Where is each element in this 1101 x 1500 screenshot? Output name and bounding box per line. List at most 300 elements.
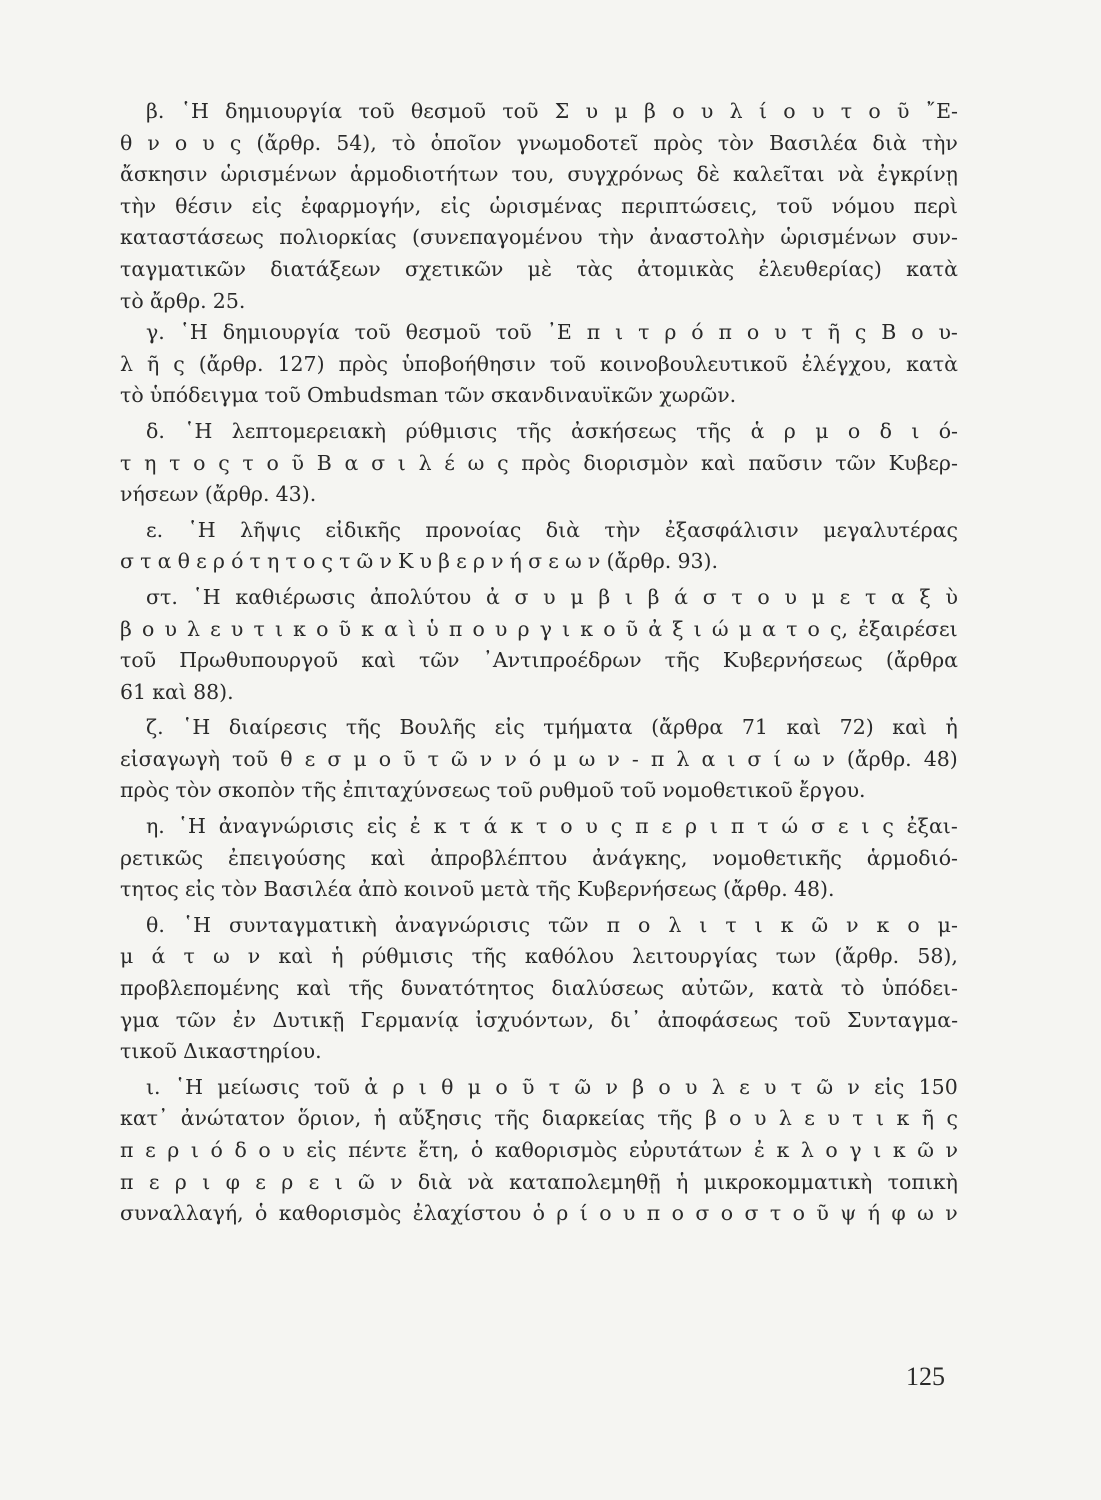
word: ς xyxy=(173,351,185,376)
word: ῶ xyxy=(451,746,468,771)
word: ο xyxy=(729,1106,742,1131)
word: έ xyxy=(444,450,455,475)
word: ι xyxy=(274,616,284,641)
word: ς xyxy=(229,130,242,155)
word: αὔξησις xyxy=(398,1106,482,1131)
word: διὰ xyxy=(872,130,907,155)
word: α xyxy=(157,549,172,574)
word: νὰ xyxy=(837,162,864,187)
word: ε xyxy=(308,1169,320,1194)
word: ι xyxy=(693,616,702,641)
word: α xyxy=(384,616,398,641)
word: περιπτώσεις, xyxy=(621,193,758,218)
word: δὲ xyxy=(696,162,720,187)
word: ο xyxy=(302,549,316,574)
word: εἰς xyxy=(440,193,471,218)
word: εἰς xyxy=(874,1074,905,1099)
word: πρὸς xyxy=(521,450,571,475)
word: ἁ xyxy=(750,418,765,443)
word: υ xyxy=(685,1074,698,1099)
word: ο xyxy=(911,320,924,345)
word: ὶ xyxy=(408,616,417,641)
word: π xyxy=(606,912,621,937)
word: ν xyxy=(379,549,392,574)
word: Κυβερνήσεως xyxy=(577,877,717,902)
word: εἰς xyxy=(366,814,397,839)
word: τ xyxy=(339,549,351,574)
text-line xyxy=(120,677,958,709)
word: 48) xyxy=(923,746,958,771)
word: τ xyxy=(852,1106,864,1131)
word: ό xyxy=(691,320,704,345)
word: υ xyxy=(282,1138,295,1162)
word: ν xyxy=(822,746,835,771)
word: ι xyxy=(190,1138,199,1162)
word: χωρῶν. xyxy=(659,383,737,408)
word: ε xyxy=(210,616,221,641)
word: διὰ xyxy=(417,1169,453,1194)
word: ή xyxy=(509,549,522,574)
text-line xyxy=(120,128,958,160)
text-line xyxy=(120,1036,958,1068)
word: ι xyxy=(876,1106,885,1131)
word: Κ xyxy=(398,549,414,574)
word: τ xyxy=(169,450,181,475)
word: τῆς xyxy=(535,877,571,902)
word: (συνεπαγομένου xyxy=(411,225,583,250)
word: καὶ xyxy=(892,715,927,740)
word: ι xyxy=(418,1074,427,1099)
word: β xyxy=(644,99,656,123)
word: καθορισμὸς xyxy=(494,1138,618,1162)
word: δ xyxy=(234,1138,247,1162)
text-line xyxy=(120,941,958,973)
word: εἰς xyxy=(494,715,525,740)
word: ἐπιταχύνσεως xyxy=(342,778,491,803)
word: ἐξαι- xyxy=(906,814,958,839)
text-line xyxy=(120,614,958,646)
word: ῾Η xyxy=(187,517,216,542)
word: Κυβερνήσεως xyxy=(722,648,863,673)
word: π xyxy=(718,320,732,345)
word: σ xyxy=(120,549,134,574)
word: (ἄρθρ. xyxy=(846,746,912,771)
word: συνταγματικὴ xyxy=(228,912,377,937)
word: ὑ xyxy=(426,616,439,641)
word: π xyxy=(635,814,649,839)
word: ὅριον, xyxy=(297,1106,362,1131)
word: ἐν xyxy=(232,1007,257,1032)
text-line xyxy=(120,811,958,843)
word: τῆς xyxy=(664,648,700,673)
word: ῦ xyxy=(403,746,416,771)
word: ὡρισμένας xyxy=(489,193,603,218)
word: ε xyxy=(196,549,207,574)
word: β xyxy=(120,616,132,641)
text-line xyxy=(120,515,958,547)
word: νὰ xyxy=(467,1169,494,1194)
word: τῶν xyxy=(548,912,589,937)
word: σ xyxy=(702,584,717,609)
word: π xyxy=(586,320,601,345)
word: τ xyxy=(548,1074,561,1099)
word: ρ xyxy=(783,418,796,443)
word: θ xyxy=(280,746,293,771)
text-line xyxy=(120,973,958,1005)
word: κ xyxy=(580,616,594,641)
word: τ xyxy=(801,320,813,345)
word: Βουλῆς xyxy=(399,715,477,740)
word: θεσμοῦ xyxy=(405,320,481,345)
word: ρ xyxy=(556,1201,569,1226)
word: ν xyxy=(147,130,160,155)
word: τὸ xyxy=(840,976,865,1001)
word: συν- xyxy=(912,225,958,250)
word: τὴν xyxy=(604,517,641,542)
word: ι xyxy=(911,418,920,443)
word: τῶν xyxy=(418,648,460,673)
text-line xyxy=(120,712,958,744)
word: β. xyxy=(146,99,165,123)
text-line xyxy=(120,1135,958,1167)
word: υ xyxy=(419,549,432,574)
word: Κυβερ- xyxy=(888,450,958,475)
word: τοῦ xyxy=(232,746,269,771)
word: ε xyxy=(661,814,673,839)
word: γ. xyxy=(146,320,165,345)
word: ω xyxy=(578,746,596,771)
word: ω xyxy=(212,944,230,969)
word: τοῦ xyxy=(496,778,533,803)
word: καὶ xyxy=(361,648,396,673)
word: φ xyxy=(891,1201,906,1226)
text-line xyxy=(120,910,958,942)
word: μ xyxy=(738,616,752,641)
word: υ xyxy=(230,616,244,641)
text-line xyxy=(120,1167,958,1199)
word: τοπικὴ xyxy=(887,1169,958,1194)
word: α xyxy=(762,616,776,641)
word: ἐξασφάλισιν xyxy=(664,517,799,542)
word: τ xyxy=(731,584,743,609)
word: - xyxy=(631,746,639,771)
word: θ xyxy=(177,549,190,574)
word: ο xyxy=(193,450,206,475)
word: τὴν xyxy=(921,130,958,155)
word: λ xyxy=(800,1138,814,1162)
word: ν xyxy=(390,1169,403,1194)
text-line xyxy=(120,349,958,381)
word: κ xyxy=(510,814,524,839)
word: τικοῦ xyxy=(120,1039,177,1064)
word: ὺ xyxy=(945,584,958,609)
word: λ xyxy=(711,1074,725,1099)
word: τῆς xyxy=(494,1106,530,1131)
word: ο xyxy=(907,912,920,937)
word: 127) xyxy=(277,351,325,376)
word: τ xyxy=(249,549,261,574)
word: β xyxy=(438,549,450,574)
word: ρ xyxy=(472,549,485,574)
word: φ xyxy=(225,1169,240,1194)
word: τοῦ xyxy=(358,99,395,123)
word: μ xyxy=(120,944,134,969)
text-line xyxy=(120,744,958,776)
word: ς xyxy=(882,814,894,839)
word: 25. xyxy=(212,288,246,313)
word: ε xyxy=(145,1138,156,1162)
word: τὰς xyxy=(576,256,613,281)
word: κατὰ xyxy=(906,351,958,376)
word: Δυτικῇ xyxy=(272,1007,345,1032)
word: θ xyxy=(120,130,133,155)
word: ἡ xyxy=(675,1169,689,1194)
word: μ xyxy=(467,1074,482,1099)
word: ἀνώτατον xyxy=(180,1106,286,1131)
word: τ xyxy=(427,746,439,771)
word: ο xyxy=(720,1201,734,1226)
text-line xyxy=(120,775,958,807)
word: ς xyxy=(218,450,230,475)
word: γ xyxy=(849,1138,862,1162)
word: ο xyxy=(746,320,760,345)
word: διὰ xyxy=(545,517,581,542)
word: ι xyxy=(709,814,718,839)
word: ο xyxy=(638,912,651,937)
word: ῾Η xyxy=(192,584,221,609)
word: β xyxy=(647,584,660,609)
word: ο xyxy=(672,99,685,123)
word: υ xyxy=(543,584,556,609)
word: συγχρόνως xyxy=(567,162,684,187)
word: ά xyxy=(151,944,166,969)
word: Πρωθυπουργοῦ xyxy=(179,648,339,673)
word: τ xyxy=(140,549,152,574)
word: ἀναγνώρισις xyxy=(394,912,531,937)
word: θέσιν xyxy=(175,193,233,218)
word: ῆ xyxy=(827,320,840,345)
word: μείωσις xyxy=(217,1074,300,1099)
word: ῶ xyxy=(358,1169,375,1194)
word: υ xyxy=(164,616,177,641)
word: ο xyxy=(807,616,820,641)
word: ῾Η xyxy=(174,1074,203,1099)
word: ν xyxy=(847,1074,860,1099)
word: Γερμανίᾳ xyxy=(360,1007,460,1032)
word: ζ. xyxy=(146,715,164,740)
word: ῦ xyxy=(816,1201,829,1226)
word: ἀ xyxy=(648,616,663,641)
word: Δικαστηρίου. xyxy=(183,1039,322,1064)
word: δι᾿ xyxy=(610,1007,642,1032)
word: σ xyxy=(695,1201,710,1226)
word: ς xyxy=(946,1106,958,1131)
word: τμήματα xyxy=(543,715,633,740)
word: δ. xyxy=(146,418,165,443)
word: καταπολεμηθῇ xyxy=(509,1169,661,1194)
word: ν xyxy=(479,746,493,771)
word: υ xyxy=(700,99,714,123)
text-line xyxy=(120,582,958,614)
word: ν xyxy=(504,746,517,771)
word: ό- xyxy=(938,418,958,443)
word: καθιέρωσις xyxy=(235,584,356,609)
word: σ xyxy=(371,450,386,475)
word: ο xyxy=(792,1201,805,1226)
word: ο xyxy=(174,130,188,155)
word: ταγματικῶν xyxy=(120,256,246,281)
word: ἐφαρμογήν, xyxy=(300,193,422,218)
word: (ἄρθρ. xyxy=(198,351,264,376)
word: στ. xyxy=(146,584,178,609)
word: σκοπὸν xyxy=(217,778,296,803)
word: ή xyxy=(867,1201,880,1226)
word: α xyxy=(344,450,359,475)
word: τοῦ xyxy=(264,383,301,408)
word: τὴν xyxy=(597,225,635,250)
word: ο xyxy=(671,1201,684,1226)
word: κ xyxy=(780,912,794,937)
word: π xyxy=(448,616,463,641)
word: ρ xyxy=(281,1169,294,1194)
text-line xyxy=(120,645,958,677)
word: ὁποῖον xyxy=(430,130,502,155)
body-text xyxy=(120,96,958,1230)
word: νομοθετικοῦ xyxy=(662,778,793,803)
word: ο xyxy=(783,99,796,123)
word: τὸ xyxy=(120,383,144,408)
word: ο xyxy=(378,746,392,771)
word: ο xyxy=(266,450,279,475)
word: ο xyxy=(847,418,861,443)
word: τῆς xyxy=(471,944,507,969)
word: ἐ xyxy=(409,814,421,839)
word: καὶ xyxy=(296,976,332,1001)
word: ι xyxy=(699,912,708,937)
text-line xyxy=(120,1198,958,1230)
text-line xyxy=(120,96,958,128)
word: η xyxy=(144,450,157,475)
word: εἰς xyxy=(306,1138,337,1162)
word: μ xyxy=(815,418,829,443)
word: υ xyxy=(202,130,215,155)
text-line xyxy=(120,1072,958,1104)
text-line xyxy=(120,286,958,318)
word: ὡρισμένων xyxy=(780,225,897,250)
word: σχετικῶν xyxy=(404,256,504,281)
word: ῦ xyxy=(897,99,910,123)
word: ξ xyxy=(919,584,931,609)
word: πρὸς xyxy=(120,778,170,803)
word: ε xyxy=(148,1169,160,1194)
word: ι xyxy=(727,746,736,771)
word: διαλύσεως xyxy=(551,976,665,1001)
word: νόμου xyxy=(831,193,895,218)
word: τὸν xyxy=(221,877,258,902)
text-line xyxy=(120,479,958,511)
word: ρύθμισις xyxy=(361,944,454,969)
word: ἀσκήσεως xyxy=(571,418,677,443)
word: ι xyxy=(397,450,406,475)
word: ἐ xyxy=(753,1138,765,1162)
word: εἰς xyxy=(251,193,282,218)
word: καλεῖται xyxy=(733,162,825,187)
word: ῶ xyxy=(574,1074,592,1099)
word: ς xyxy=(321,549,333,574)
word: αὐτῶν, xyxy=(681,976,755,1001)
word: ε xyxy=(839,584,851,609)
word: β xyxy=(632,1074,645,1099)
word: ἔργου. xyxy=(798,778,866,803)
word: ἰσχυόντων, xyxy=(475,1007,595,1032)
word: ὑποβοήθησιν xyxy=(401,351,536,376)
word: ῶ xyxy=(816,1074,834,1099)
word: ἀ xyxy=(485,584,500,609)
word: θεσμοῦ xyxy=(410,99,486,123)
word: σ xyxy=(744,1201,759,1226)
word: ῦ xyxy=(338,616,352,641)
word: τὸ xyxy=(120,288,144,313)
word: τοῦ xyxy=(794,1007,831,1032)
word: ἐλέγχου, xyxy=(801,351,893,376)
word: ἐλαχίστου xyxy=(412,1201,522,1226)
word: καὶ xyxy=(701,450,736,475)
word: τ xyxy=(535,814,548,839)
word: β xyxy=(704,1106,717,1131)
word: α xyxy=(701,746,716,771)
word: ο xyxy=(757,584,770,609)
word: κατὰ xyxy=(771,976,824,1001)
text-line xyxy=(120,416,958,448)
word: η xyxy=(267,549,280,574)
word: ι xyxy=(562,616,571,641)
word: τῶν xyxy=(175,1007,217,1032)
word: ς, xyxy=(830,616,849,641)
text-line xyxy=(120,1103,958,1135)
word: 93). xyxy=(677,549,719,574)
word: γνωμοδοτεῖ xyxy=(516,130,639,155)
word: ό xyxy=(231,549,244,574)
word: ω xyxy=(467,450,485,475)
word: κοινοῦ xyxy=(403,877,475,902)
word: ι xyxy=(754,912,763,937)
word: εὐρυτάτων xyxy=(628,1138,743,1162)
word: ο xyxy=(599,1201,612,1226)
word: καθόλου xyxy=(524,944,614,969)
word: κατ᾿ xyxy=(120,1106,169,1131)
text-line xyxy=(120,380,958,412)
word: των xyxy=(775,944,817,969)
word: τὸν xyxy=(175,778,212,803)
word: υ xyxy=(811,99,825,123)
word: ἀνάγκης, xyxy=(592,845,688,870)
word: σ xyxy=(327,746,342,771)
word: ς xyxy=(854,320,867,345)
word: μετὰ xyxy=(480,877,530,902)
word: ἀπροβλέπτου xyxy=(430,845,568,870)
word: σ xyxy=(528,549,543,574)
word: κ xyxy=(892,1138,906,1162)
word: ῆ xyxy=(146,351,160,376)
word: σκανδιναυϊκῶν xyxy=(490,383,654,408)
word: τῶν xyxy=(444,383,485,408)
word: μ- xyxy=(937,912,958,937)
word: καὶ xyxy=(152,679,187,704)
word: κ xyxy=(876,912,890,937)
word: τ xyxy=(638,320,650,345)
word: τοῦ xyxy=(549,351,586,376)
word: ί xyxy=(579,1201,588,1226)
